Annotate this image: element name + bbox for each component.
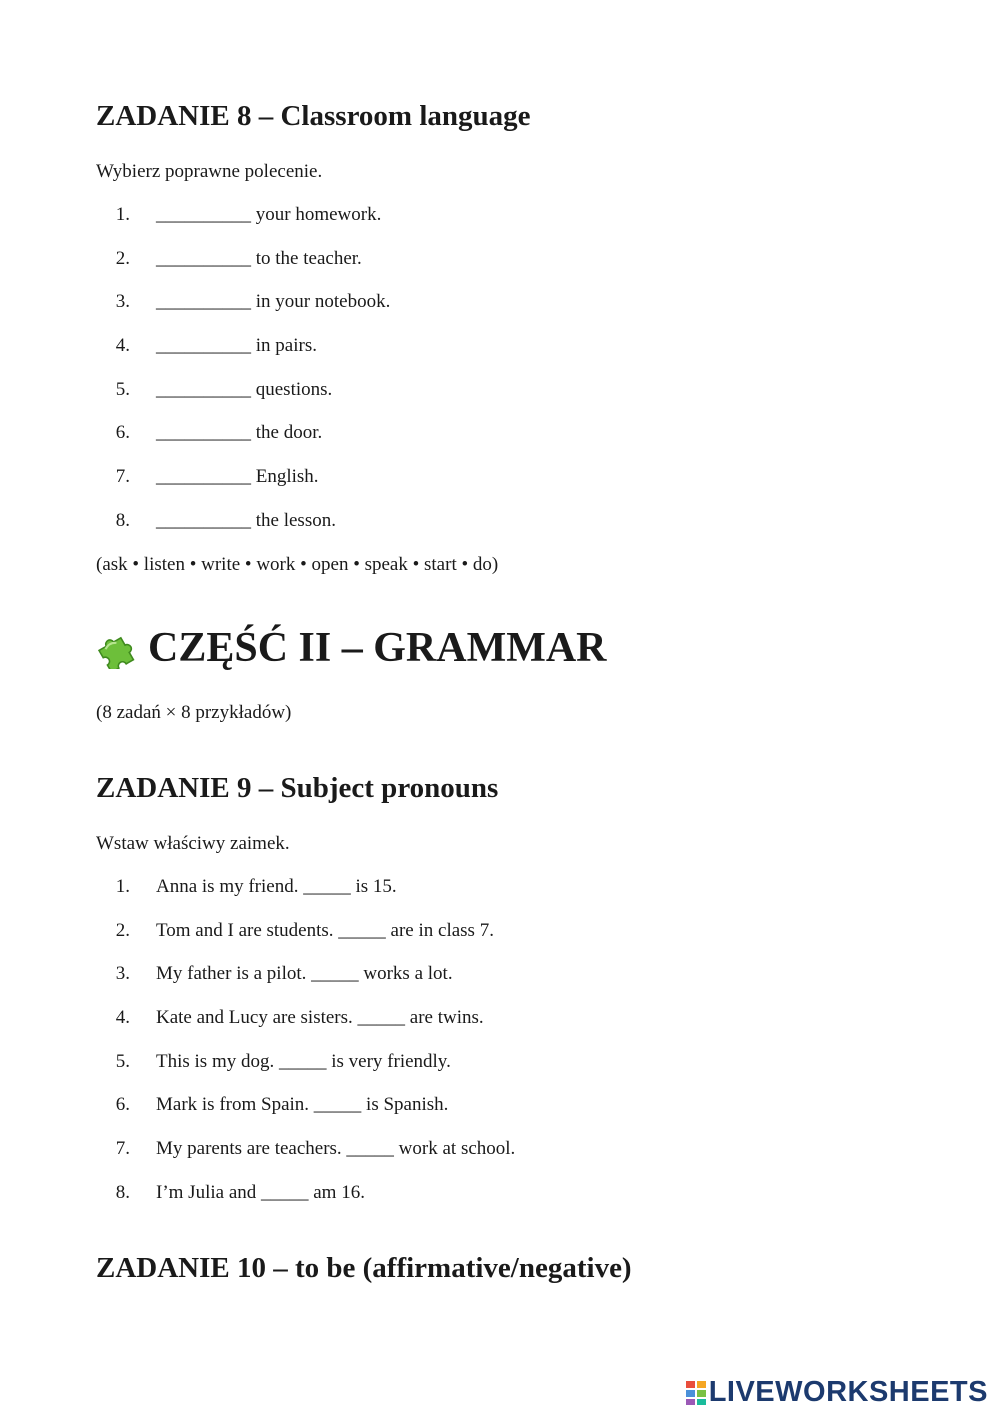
z9-list bbox=[96, 875, 515, 1225]
z8-list bbox=[96, 203, 390, 553]
list-item: 7. __________ English. bbox=[115, 466, 319, 488]
list-item: 4. Kate and Lucy are sisters. _____ are twins. bbox=[115, 1007, 484, 1029]
list-item-text: Anna is my friend. _____ is 15. bbox=[156, 876, 397, 897]
list-item-text: My father is a pilot. _____ works a lot. bbox=[156, 963, 453, 985]
z9-title: ZADANIE 9 – Subject pronouns bbox=[96, 772, 499, 804]
liveworksheets-logo-icon bbox=[685, 1380, 707, 1406]
z10-title: ZADANIE 10 – to be (affirmative/negative) bbox=[96, 1252, 632, 1284]
list-item-text: Mark is from Spain. _____ is Spanish. bbox=[156, 1094, 449, 1116]
list-item: 8. I’m Julia and _____ am 16. bbox=[115, 1181, 365, 1203]
list-item: 6. Mark is from Spain. _____ is Spanish. bbox=[115, 1094, 449, 1116]
list-item-text: __________ the lesson. bbox=[156, 509, 336, 531]
part2-subtitle: (8 zadań × 8 przykładów) bbox=[96, 702, 292, 723]
list-item: 2. __________ to the teacher. bbox=[115, 247, 362, 269]
list-item: 7. My parents are teachers. _____ work at school. bbox=[115, 1138, 516, 1160]
part2-title: CZĘŚĆ II – GRAMMAR bbox=[148, 625, 607, 671]
part2-heading bbox=[96, 624, 607, 672]
list-item-text: Tom and I are students. _____ are in class 7. bbox=[156, 919, 494, 941]
list-item-text: __________ English. bbox=[156, 466, 319, 488]
list-item-text: __________ your homework. bbox=[156, 204, 382, 225]
list-item: 5. This is my dog. _____ is very friendly. bbox=[115, 1050, 451, 1072]
puzzle-piece-icon bbox=[96, 627, 138, 669]
list-item: 4. __________ in pairs. bbox=[115, 335, 317, 357]
z8-title: ZADANIE 8 – Classroom language bbox=[96, 100, 531, 132]
list-item-text: __________ to the teacher. bbox=[156, 247, 362, 269]
list-item: 3. My father is a pilot. _____ works a lot. bbox=[115, 963, 453, 985]
list-item: 1. __________ your homework. bbox=[115, 204, 382, 225]
list-item-text: __________ the door. bbox=[156, 422, 323, 444]
list-item: 8. __________ the lesson. bbox=[115, 509, 336, 531]
list-item-text: __________ questions. bbox=[156, 378, 333, 400]
liveworksheets-logo[interactable] bbox=[685, 1376, 988, 1409]
list-item-text: I’m Julia and _____ am 16. bbox=[156, 1181, 365, 1203]
list-item-text: My parents are teachers. _____ work at school. bbox=[156, 1138, 516, 1160]
list-item: 1. Anna is my friend. _____ is 15. bbox=[115, 876, 397, 897]
list-item: 3. __________ in your notebook. bbox=[115, 291, 391, 313]
z8-instruction: Wybierz poprawne polecenie. bbox=[96, 161, 323, 182]
list-item: 5. __________ questions. bbox=[115, 378, 333, 400]
list-item-text: __________ in your notebook. bbox=[156, 291, 391, 313]
z8-wordbank: (ask • listen • write • work • open • speak • start • do) bbox=[96, 554, 499, 575]
list-item: 2. Tom and I are students. _____ are in class 7. bbox=[115, 919, 494, 941]
list-item-text: Kate and Lucy are sisters. _____ are twins. bbox=[156, 1007, 484, 1029]
list-item-text: This is my dog. _____ is very friendly. bbox=[156, 1050, 451, 1072]
list-item: 6. __________ the door. bbox=[115, 422, 323, 444]
logo-text: LIVEWORKSHEETS bbox=[708, 1376, 988, 1408]
list-item-text: __________ in pairs. bbox=[156, 335, 317, 357]
z9-instruction: Wstaw właściwy zaimek. bbox=[96, 833, 290, 854]
